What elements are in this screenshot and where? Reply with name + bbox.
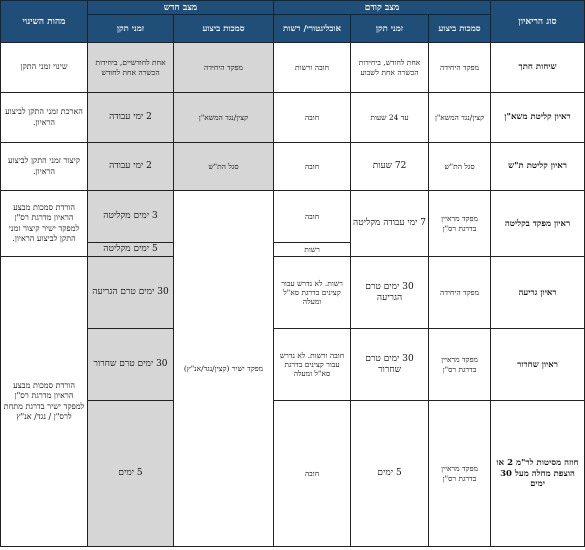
table-row [1, 43, 585, 93]
header-new-time: זמני תקן [88, 15, 174, 43]
prev-authority-cell: סגל הת"ש [429, 143, 491, 191]
new-time-cell: 30 ימים טרם הגריעה [88, 257, 174, 329]
prev-time-cell: עד 24 שעות [351, 93, 429, 143]
header-new-state: מצב חדש [88, 1, 274, 15]
essence-cell: הורדת סמכות מבצע הראיון מדרגת רס"ן למפקד ישיר קיצור זמני התקן לביצוע הראיון. [1, 191, 88, 257]
prev-obligation-cell: רשות [274, 243, 351, 257]
prev-obligation-cell: חובה [274, 93, 351, 143]
essence-cell: קיצור זמני התקן לביצוע הראיון. [1, 143, 88, 191]
header-essence: מהות השינוי [1, 1, 88, 43]
row-kind: שיחות חתך [491, 43, 585, 93]
new-time-cell: 5 ימים [88, 401, 174, 547]
new-authority-direct-cell: מפקד ישיר (קצין/נגד/אנ"ץ) [174, 191, 274, 547]
prev-time-cell: 7 ימי עבודה מקליטה [351, 191, 429, 257]
row-kind: ראיון קליטת ת"ש [491, 143, 585, 191]
prev-authority-cell: מפקד היחידה [429, 257, 491, 329]
new-time-cell: 5 ימים מקליטה [88, 243, 174, 257]
prev-obligation-cell: חובה ורשות [274, 43, 351, 93]
header-prev-state: מצב קודם [274, 1, 491, 15]
prev-authority-cell: קצין/נגד המשא"ן [429, 93, 491, 143]
prev-obligation-cell: רשות. לא נדרש עבור קצינים בדרגת סא"ל ומעלה [274, 257, 351, 329]
prev-time-cell: 72 שעות [351, 143, 429, 191]
prev-time-cell: 5 ימים [351, 401, 429, 547]
table-row [1, 143, 585, 191]
prev-time-cell: 30 ימים טרם הגריעה [351, 257, 429, 329]
new-authority-cell: קצין/נגד המשא"ן [174, 93, 274, 143]
new-time-cell: 3 ימים מקליטה [88, 191, 174, 243]
new-authority-cell: מפקד היחידה [174, 43, 274, 93]
essence-cell: הארכת זמני התקן לביצוע הראיון. [1, 93, 88, 143]
table-row [1, 93, 585, 143]
header-kind: סוג הריאיון [491, 1, 585, 43]
row-kind: ראיון גריעה [491, 257, 585, 329]
prev-authority-cell: מפקד היחידה [429, 43, 491, 93]
prev-authority-cell: מפקד מראיין בדרגת רס"ן [429, 191, 491, 257]
row-kind: ראיון קליטת משא"ן [491, 93, 585, 143]
essence-cell: הורדת סמכות מבצע הראיון מדרגת רס"ן למפקד ישיר בדרגת מתחת לרס"ן / נגד/ אנ"ץ [1, 257, 88, 547]
new-authority-cell: סגל הת"ש [174, 143, 274, 191]
row-kind: חוזה מסיטות לר"מ 2 או הוצפת מחלה מעל 30 ימים [491, 401, 585, 547]
new-time-cell: 30 ימים טרם שחרור [88, 329, 174, 401]
new-time-cell: 2 ימי עבודה [88, 93, 174, 143]
table-row [1, 401, 585, 547]
prev-obligation-cell: חובה [274, 401, 351, 547]
prev-authority-cell: מפקד מראיין בדרגת רס"ן [429, 401, 491, 547]
prev-obligation-cell: חובה [274, 143, 351, 191]
prev-obligation-cell: חובה ורשות. לא נדרש עבור קצינים בדרגת סא"ל ומעלה [274, 329, 351, 401]
prev-obligation-cell: חובה [274, 191, 351, 243]
header-prev-authority: סמכות ביצוע [429, 15, 491, 43]
header-prev-time: זמני תקן [351, 15, 429, 43]
row-kind: ראיון שחרור [491, 329, 585, 401]
prev-authority-cell: מפקד מראיין בדרגת רס"ן [429, 329, 491, 401]
table-row [1, 257, 585, 329]
header-prev-obligation: אובליגטורי/ רשות [274, 15, 351, 43]
header-new-authority: סמכות ביצוע [174, 15, 274, 43]
table-row [1, 191, 585, 243]
prev-time-cell: אחת לחודש, ביחידות הכשרה אחת לשבוע [351, 43, 429, 93]
new-time-cell: 2 ימי עבודה [88, 143, 174, 191]
row-kind: ראיון מפקד בקליטה [491, 191, 585, 257]
new-time-cell: אחת לחודשיים, ביחידות הכשרה אחת לחודש [88, 43, 174, 93]
prev-time-cell: 30 ימים טרם שחרור [351, 329, 429, 401]
table-row [1, 329, 585, 401]
essence-cell: שינוי זמני התקן [1, 43, 88, 93]
